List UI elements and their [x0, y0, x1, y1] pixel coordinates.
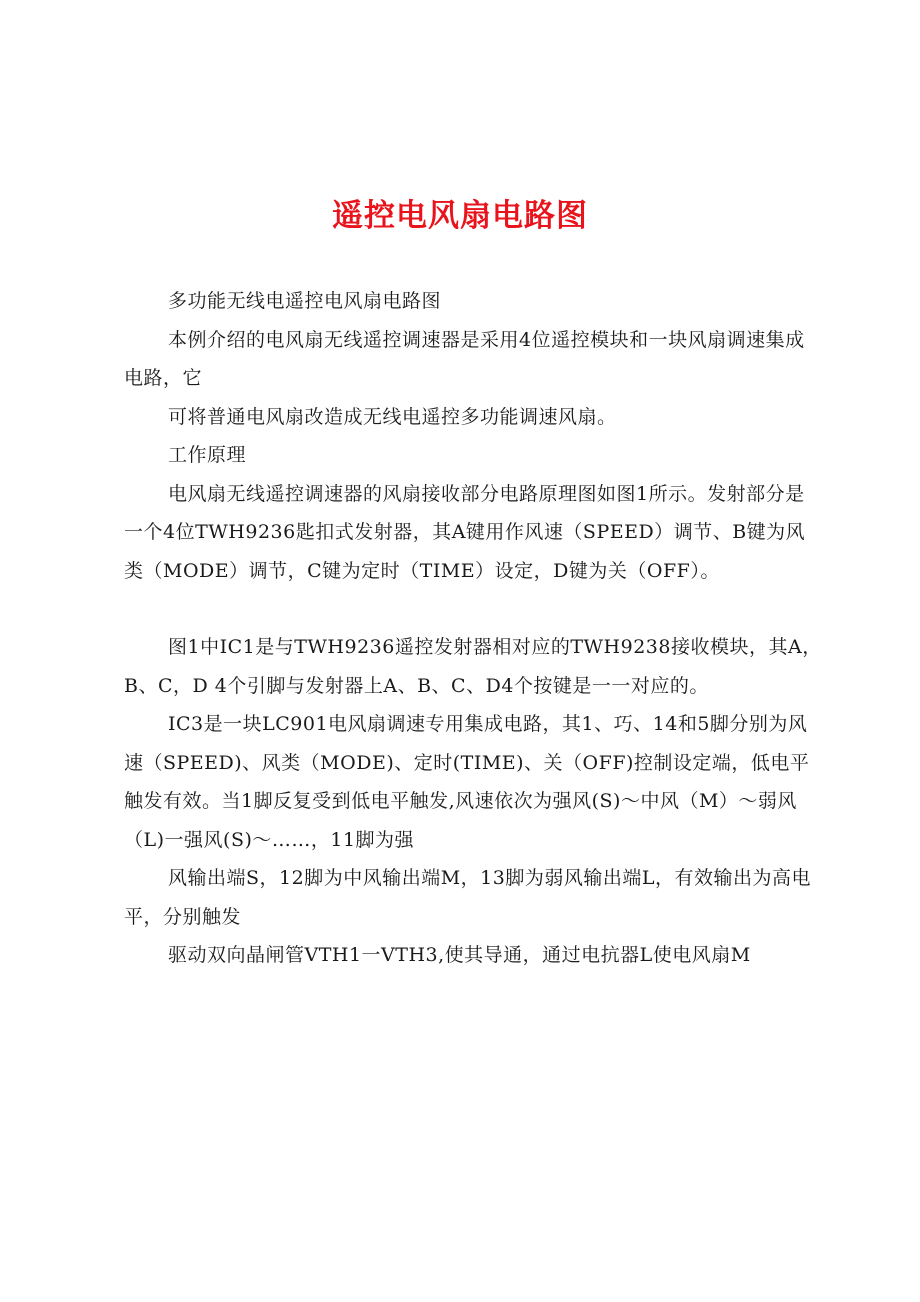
document-body	[124, 282, 824, 975]
paragraph: 可将普通电风扇改造成无线电遥控多功能调速风扇。	[168, 405, 617, 428]
paragraph: 本例介绍的电风扇无线遥控调速器是采用4位遥控模块和一块风扇调速集成电路，它	[124, 328, 805, 389]
paragraph: 工作原理	[168, 444, 247, 466]
paragraph: IC3是一块LC901电风扇调速专用集成电路，其1、巧、14和5脚分别为风速（SPEED)、风类（MODE)、定时(TIME)、关（OFF)控制设定端，低电平触发有效。当1脚反复受到低电平触发,风速依次为强风(S)～中风（M）～弱风（L)一强风(S)～……，11脚为强	[124, 713, 810, 851]
paragraph: 驱动双向晶闸管VTH1一VTH3,使其导通，通过电抗器L使电风扇M	[168, 944, 751, 966]
paragraph: 风输出端S，12脚为中风输出端M，13脚为弱风输出端L，有效输出为高电平，分别触发	[124, 867, 811, 928]
paragraph: 电风扇无线遥控调速器的风扇接收部分电路原理图如图1所示。发射部分是一个4位TWH9236匙扣式发射器，其A键用作风速（SPEED）调节、B键为风类（MODE）调节，C键为定时（TIME）设定，D键为关（OFF）。	[124, 482, 806, 582]
document-title: 遥控电风扇电路图	[332, 198, 588, 234]
paragraph: 图1中IC1是与TWH9236遥控发射器相对应的TWH9238接收模块，其A，B、C，D 4个引脚与发射器上A、B、C、D4个按键是一一对应的。	[124, 636, 822, 697]
paragraph: 多功能无线电遥控电风扇电路图	[168, 290, 442, 312]
